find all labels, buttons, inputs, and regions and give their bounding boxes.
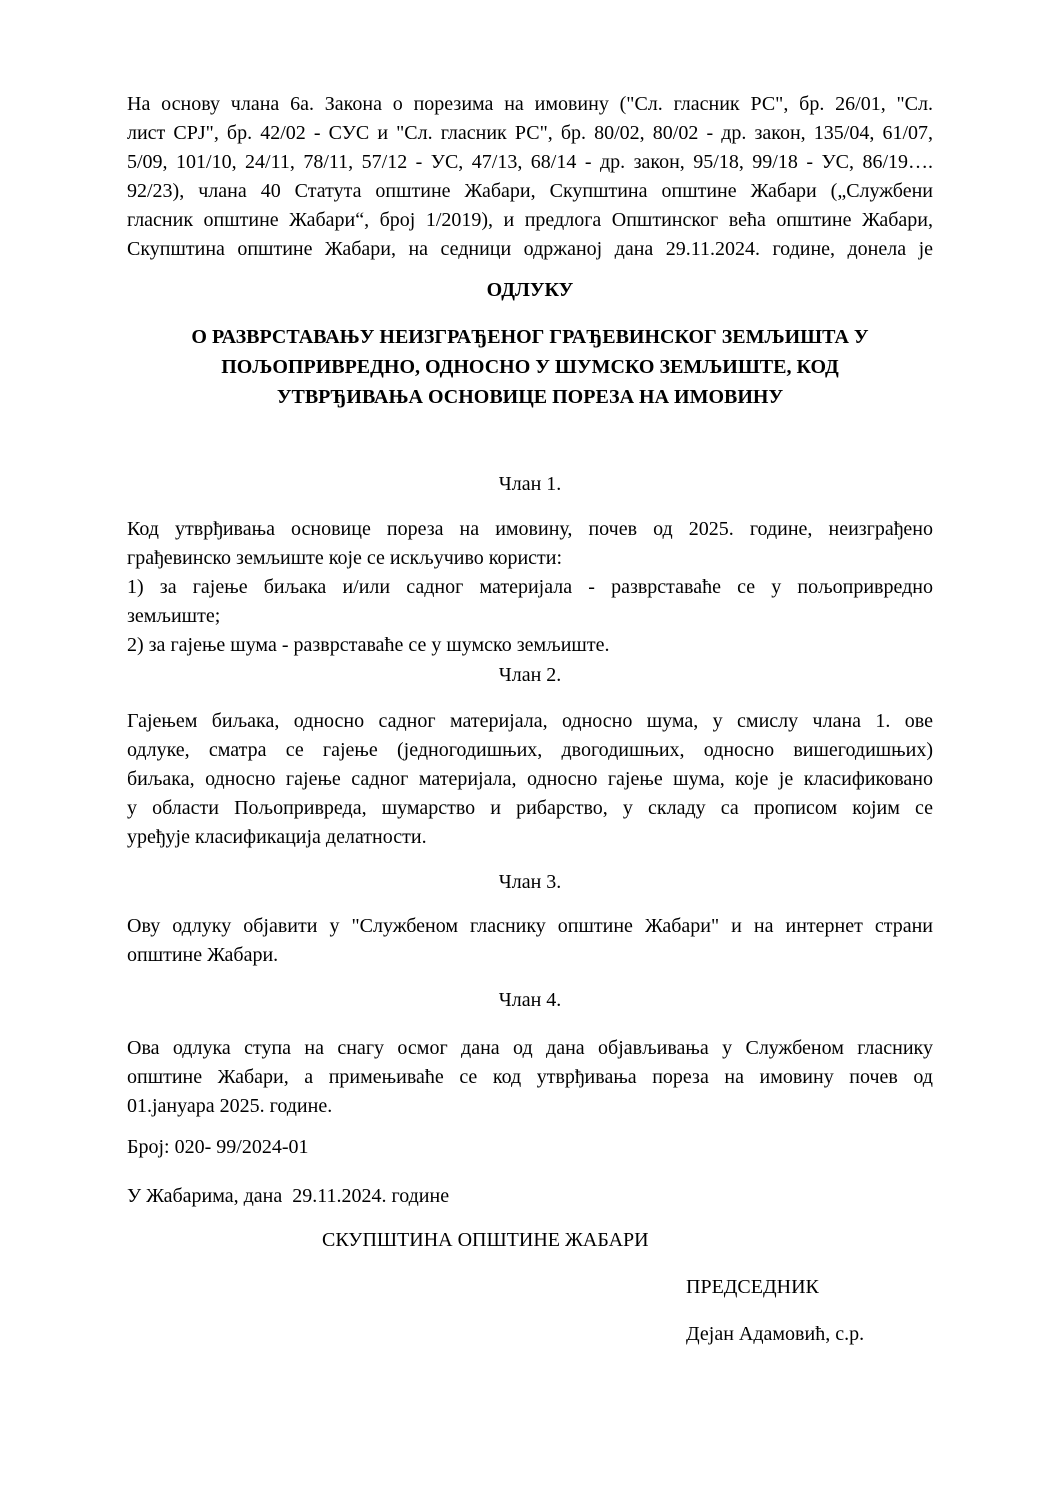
- article-3-heading: Члан 3.: [498, 871, 562, 893]
- preamble-line: гласник општине Жабари“, број 1/2019), и предлога Општинског већа општине Жабари,: [127, 209, 933, 231]
- article-2-heading: Члан 2.: [498, 664, 562, 686]
- preamble-paragraph: [127, 90, 933, 264]
- article-line: општине Жабари, а примењиваће се код утврђивања пореза на имовину почев од: [127, 1066, 933, 1088]
- decision-subject-line: УТВРЂИВАЊА ОСНОВИЦЕ ПОРЕЗА НА ИМОВИНУ: [276, 386, 784, 408]
- preamble-line: 92/23), члана 40 Статута општине Жабари, Скупштина општине Жабари („Службени: [127, 180, 933, 202]
- article-line: одлуке, сматра се гајење (једногодишњих, двогодишњих, односно вишегодишњих): [127, 739, 933, 761]
- article-4-heading: Члан 4.: [498, 989, 562, 1011]
- article-4-text: [127, 1034, 933, 1121]
- article-2-text: [127, 707, 933, 852]
- decision-subject-line: ПОЉОПРИВРЕДНО, ОДНОСНО У ШУМСКО ЗЕМЉИШТЕ, КОД: [221, 356, 839, 378]
- registration-number: Број: 020- 99/2024-01: [127, 1136, 309, 1158]
- decision-subject-line: О РАЗВРСТАВАЊУ НЕИЗГРАЂЕНОГ ГРАЂЕВИНСКОГ ЗЕМЉИШТА У: [191, 326, 869, 348]
- article-line: у области Пољопривреда, шумарство и рибарство, у складу са прописом којим се: [127, 797, 933, 819]
- article-line: уређује класификација делатности.: [127, 826, 427, 848]
- article-line: Код утврђивања основице пореза на имовину, почев од 2025. године, неизграђено: [127, 518, 933, 540]
- article-line: 01.јануара 2025. године.: [127, 1095, 333, 1117]
- president-title: ПРЕДСЕДНИК: [686, 1276, 819, 1298]
- article-1-text: [127, 515, 933, 660]
- article-1-heading: Члан 1.: [498, 473, 562, 495]
- assembly-name: СКУПШТИНА ОПШТИНЕ ЖАБАРИ: [322, 1229, 649, 1251]
- article-line: грађевинско земљиште које се искључиво користи:: [127, 547, 563, 569]
- preamble-line: Скупштина општине Жабари, на седници одржаној дана 29.11.2024. године, донела је: [127, 238, 933, 260]
- preamble-line: На основу члана 6а. Закона о порезима на имовину ("Сл. гласник РС", бр. 26/01, "Сл.: [127, 93, 933, 115]
- preamble-line: 5/09, 101/10, 24/11, 78/11, 57/12 - УС, 47/13, 68/14 - др. закон, 95/18, 99/18 - УС, 86/19….: [127, 151, 933, 173]
- decision-title: ОДЛУКУ: [486, 279, 574, 301]
- place-and-date: У Жабарима, дана 29.11.2024. године: [127, 1185, 450, 1207]
- article-line: општине Жабари.: [127, 944, 279, 966]
- article-line: 1) за гајење биљака и/или садног материјала - разврставаће се у пољопривредно: [127, 576, 933, 598]
- article-line: Ова одлука ступа на снагу осмог дана од дана објављивања у Службеном гласнику: [127, 1037, 933, 1059]
- preamble-line: лист СРЈ", бр. 42/02 - СУС и "Сл. гласник РС", бр. 80/02, 80/02 - др. закон, 135/04, 61/07,: [127, 122, 933, 144]
- article-line: земљиште;: [127, 605, 221, 627]
- president-signature: Дејан Адамовић, с.р.: [686, 1323, 865, 1345]
- decision-subject: [127, 322, 933, 412]
- article-line: биљака, односно гајење садног материјала, односно гајење шума, које је класификовано: [127, 768, 933, 790]
- article-line: Гајењем биљака, односно садног материјала, односно шума, у смислу члана 1. ове: [127, 710, 933, 732]
- article-line: Ову одлуку објавити у "Службеном гласнику општине Жабари" и на интернет страни: [127, 915, 933, 937]
- article-3-text: [127, 912, 933, 970]
- article-line: 2) за гајење шума - разврставаће се у шумско земљиште.: [127, 634, 610, 656]
